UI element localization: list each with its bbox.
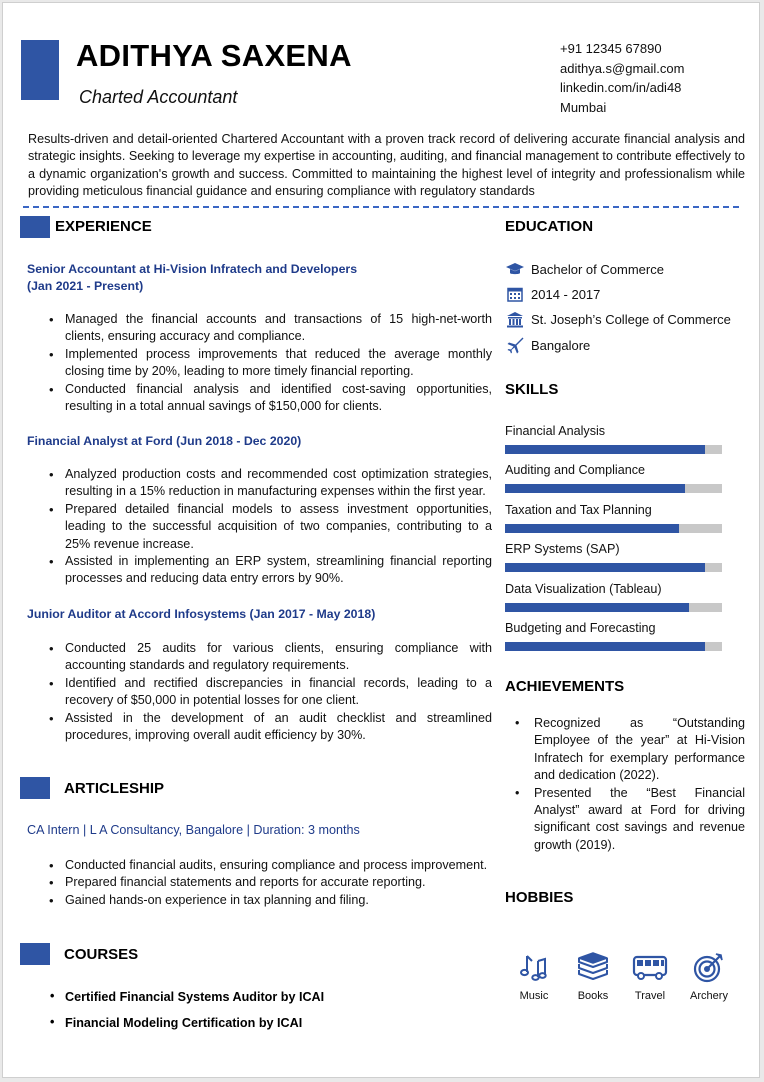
skill-label: Auditing and Compliance	[505, 463, 646, 478]
course-item: • Financial Modeling Certification by ICAI	[48, 1016, 302, 1030]
job-period: (Jan 2021 - Present)	[27, 279, 144, 293]
skills-heading: SKILLS	[505, 381, 559, 398]
job-title: Junior Auditor at Accord Infosystems (Jan 2017 - May 2018)	[27, 607, 376, 621]
education-heading: EDUCATION	[505, 218, 594, 235]
skill-bar-fill	[505, 445, 705, 454]
skill-label: Financial Analysis	[505, 424, 606, 438]
skill-bar	[505, 484, 722, 493]
list-item: • Prepared financial statements and reports for accurate reporting.	[47, 874, 507, 891]
skill-bar	[505, 445, 722, 454]
skill-bar	[505, 563, 722, 572]
hobby-travel	[620, 951, 680, 1002]
list-item: • Prepared detailed financial models to assess investment opportunities, leading to the successful acquisition of two companies, contributing to a 25% revenue increase.	[47, 501, 492, 553]
hobby-music	[504, 951, 564, 1002]
books-icon	[576, 951, 610, 983]
hobby-archery	[679, 951, 739, 1002]
skill-bar	[505, 642, 722, 651]
music-icon	[519, 951, 549, 983]
education-city-row	[505, 335, 590, 355]
list-item: • Conducted financial analysis and identified cost-saving opportunities, resulting in a total annual savings of $150,000 for clients.	[47, 381, 492, 416]
education-years-row	[505, 284, 600, 304]
list-item: • Conducted financial audits, ensuring compliance and process improvement.	[47, 857, 507, 874]
list-item: • Gained hands-on experience in tax planning and filing.	[47, 892, 507, 909]
degree: Bachelor of Commerce	[531, 261, 664, 277]
job-bullets	[47, 640, 492, 744]
list-item: • Implemented process improvements that reduced the average monthly closing time by 20%, leading to more timely financial reporting.	[47, 346, 492, 381]
list-item: • Assisted in the development of an audit checklist and streamlined procedures, improving overall audit efficiency by 30%.	[47, 710, 492, 745]
job-title	[27, 261, 357, 295]
candidate-title: Charted Accountant	[79, 87, 238, 107]
hobby-label: Music	[519, 990, 549, 1002]
candidate-name: ADITHYA SAXENA	[76, 38, 352, 73]
articleship-subtitle: CA Intern | L A Consultancy, Bangalore | Duration: 3 months	[27, 823, 360, 837]
phone: +91 12345 67890	[560, 41, 662, 56]
education-degree-row	[505, 259, 664, 279]
achievements-list	[513, 715, 745, 854]
bus-icon	[632, 951, 668, 983]
skill-bar-fill	[505, 603, 689, 612]
list-item: • Identified and rectified discrepancies in financial records, leading to a recovery of $50,000 in potential losses for one client.	[47, 675, 492, 710]
dashed-divider	[23, 206, 739, 208]
hobby-label: Travel	[634, 990, 666, 1002]
list-item: • Assisted in implementing an ERP system, streamlining financial reporting processes and reducing data entry errors by 90%.	[47, 553, 492, 588]
resume-page	[2, 2, 760, 1078]
contact-info	[560, 39, 684, 117]
graduation-cap-icon	[505, 260, 525, 278]
course-item: • Certified Financial Systems Auditor by ICAI	[48, 990, 324, 1004]
courses-accent-block	[20, 943, 50, 965]
articleship-accent-block	[20, 777, 50, 799]
achievements-heading: ACHIEVEMENTS	[505, 678, 625, 695]
job-bullets	[47, 466, 492, 588]
institution-icon	[505, 310, 525, 328]
skill-bar-fill	[505, 563, 705, 572]
skill-bar	[505, 524, 722, 533]
target-icon	[692, 951, 726, 983]
hobbies-heading: HOBBIES	[505, 889, 574, 906]
experience-heading: EXPERIENCE	[55, 218, 152, 235]
location: Mumbai	[560, 99, 607, 115]
job-bullets	[47, 311, 492, 415]
job-title: Financial Analyst at Ford (Jun 2018 - Dec 2020)	[27, 434, 302, 448]
job-title-text: Senior Accountant at Hi-Vision Infratech and Developers	[27, 262, 358, 276]
years: 2014 - 2017	[531, 286, 601, 302]
articleship-bullets	[47, 857, 507, 909]
linkedin: linkedin.com/in/adi48	[560, 80, 682, 95]
summary: Results-driven and detail-oriented Chartered Accountant with a proven track record of delivering accurate financial analysis and strategic insights. Seeking to leverage my expertise in accounting, auditing, and financial management to contribute effectively to a dynamic organization's growth and success. Committed to maintaining the highest level of integrity and professionalism while providing meticulous financial guidance and ensuring compliance with regulatory standards	[28, 132, 745, 199]
skill-label: Data Visualization (Tableau)	[505, 581, 662, 596]
courses-heading: COURSES	[64, 946, 139, 963]
list-item: • Recognized as “Outstanding Employee of the year” at Hi-Vision Infratech for exemplary performance and dedication (2022).	[513, 715, 745, 785]
articleship-heading: ARTICLESHIP	[64, 780, 165, 797]
list-item: • Managed the financial accounts and transactions of 15 high-net-worth clients, ensuring accuracy and compliance.	[47, 311, 492, 346]
skill-bar-fill	[505, 484, 685, 493]
college: St. Joseph’s College of Commerce	[531, 311, 731, 327]
skill-bar-fill	[505, 642, 705, 651]
hobby-books	[563, 951, 623, 1002]
skill-bar	[505, 603, 722, 612]
experience-accent-block	[20, 216, 50, 238]
email: adithya.s@gmail.com	[560, 60, 685, 76]
skill-label: ERP Systems (SAP)	[505, 542, 620, 557]
skill-label: Taxation and Tax Planning	[505, 502, 652, 517]
education-college-row	[505, 309, 731, 329]
plane-icon	[505, 336, 525, 354]
calendar-icon	[505, 285, 525, 303]
skill-label: Budgeting and Forecasting	[505, 621, 656, 635]
list-item: • Analyzed production costs and recommended cost optimization strategies, resulting in a 15% reduction in manufacturing expenses within the first year.	[47, 466, 492, 501]
list-item: • Conducted 25 audits for various clients, ensuring compliance with accounting standards and regulatory requirements.	[47, 640, 492, 675]
hobby-label: Archery	[690, 990, 728, 1002]
city: Bangalore	[531, 337, 591, 353]
hobby-label: Books	[577, 990, 609, 1002]
list-item: • Presented the “Best Financial Analyst” award at Ford for driving significant cost savings and revenue growth (2019).	[513, 785, 745, 855]
skill-bar-fill	[505, 524, 679, 533]
header-accent-block	[21, 40, 59, 100]
